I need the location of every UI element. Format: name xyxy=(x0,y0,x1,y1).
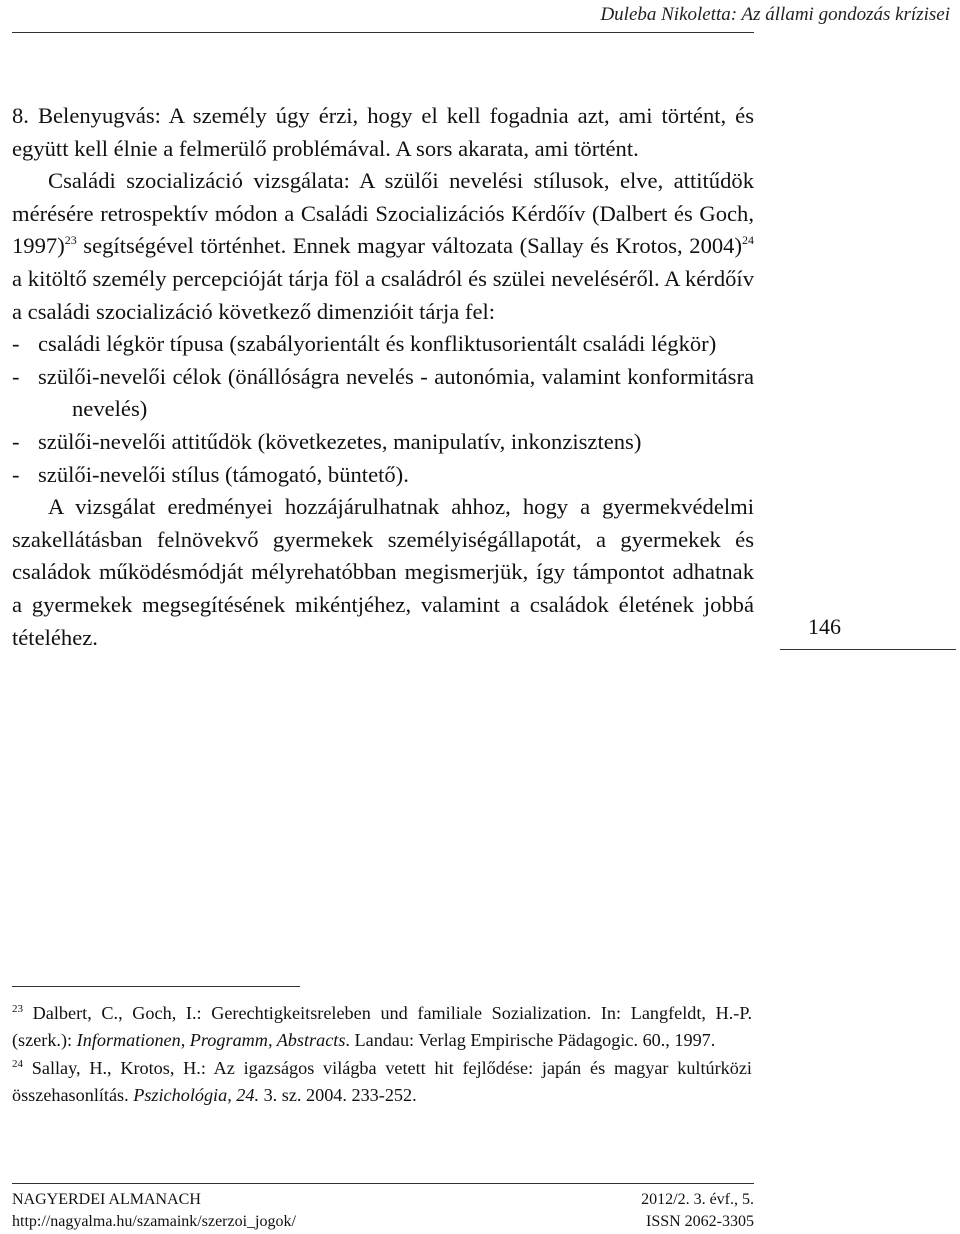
footnote-separator xyxy=(12,986,300,987)
footnote-italic-title: Pszichológia, 24. xyxy=(133,1085,260,1106)
list-item xyxy=(12,426,754,459)
footnote-text: 3. sz. 2004. 233-252. xyxy=(259,1085,417,1106)
footnote-24 xyxy=(12,1055,752,1110)
paragraph-text: a kitöltő személy percepcióját tárja föl a családról és szülei neveléséről. A kérdőív a családi szocializáció következő dimenzióit tárja fel: xyxy=(12,265,754,324)
list-item-text: szülői-nevelői célok (önállóságra nevelés - autonómia, valamint konformitásra nevelés) xyxy=(38,363,754,422)
header-rule xyxy=(12,32,754,33)
footer-line-2 xyxy=(12,1212,754,1232)
footer-journal: NAGYERDEI ALMANACH xyxy=(12,1191,201,1208)
footer-issue: 2012/2. 3. évf., 5. xyxy=(641,1191,754,1208)
footnote-text: Sallay, H., Krotos, H.: Az igazságos világba vetett hit fejlődése: japán és magyar kultúrközi összehasonlítás. xyxy=(12,1057,752,1106)
footnote-number: 23 xyxy=(12,1003,23,1015)
running-title: Duleba Nikoletta: Az állami gondozás krízisei xyxy=(600,4,950,25)
paragraph-belenyugvas: 8. Belenyugvás: A személy úgy érzi, hogy el kell fogadnia azt, ami történt, és együtt kell élnie a felmerülő problémával. A sors akarata, ami történt. xyxy=(12,103,754,161)
footnote-number: 24 xyxy=(12,1057,23,1070)
list-item-text: szülői-nevelői attitűdök (következetes, manipulatív, inkonzisztens) xyxy=(38,428,642,454)
footer-url[interactable]: http://nagyalma.hu/szamaink/szerzoi_jogok/ xyxy=(12,1213,296,1230)
paragraph-csaladi-szocializacio xyxy=(12,165,754,328)
footer-issn: ISSN 2062-3305 xyxy=(645,1213,754,1230)
paragraph-text: segítségével történhet. Ennek magyar változata (Sallay és Krotos, 2004) xyxy=(76,233,742,259)
footnote-ref-23[interactable]: 23 xyxy=(64,233,77,248)
footnote-text: Dalbert, C., Goch, I.: Gerechtigkeitsreleben und familiale Sozialization. In: Langfeldt, H.-P. (szerk.): xyxy=(12,1003,752,1051)
list-dash: - xyxy=(12,363,20,389)
list-item xyxy=(12,459,754,492)
footer-line-1 xyxy=(12,1190,754,1210)
list-dash: - xyxy=(12,331,20,357)
list-dash: - xyxy=(12,461,20,487)
paragraph-eredmenyek: A vizsgálat eredményei hozzájárulhatnak ahhoz, hogy a gyermekvédelmi szakellátásban felnövekvő gyermekek személyiségállapotát, a gyermekek és családok működésmódját mélyrehatóbban megismerjük, így támpontot adhatnak a gyermekek megsegítésének mikéntjéhez, valamint a családok életének jobbá tételéhez. xyxy=(12,494,754,650)
footnote-23 xyxy=(12,1000,752,1055)
list-item-text: családi légkör típusa (szabályorientált és konfliktusorientált családi légkör) xyxy=(38,331,717,357)
page-number: 146 xyxy=(808,614,841,639)
list-dash: - xyxy=(12,428,20,454)
paragraph-text: Családi szocializáció vizsgálata: A szülői nevelési stílusok, elve, attitűdök mérésére retrospektív módon a Családi Szocializációs Kérdőív (Dalbert és Goch, 1997) xyxy=(12,168,754,259)
list-item xyxy=(12,328,754,361)
main-text xyxy=(12,100,754,654)
page-number-rule xyxy=(780,649,956,650)
footnote-ref-24[interactable]: 24 xyxy=(742,233,754,248)
list-item-text: szülői-nevelői stílus (támogató, büntető). xyxy=(38,461,409,487)
footnote-text: . Landau: Verlag Empirische Pädagogic. 60., 1997. xyxy=(345,1030,716,1051)
list-item xyxy=(12,361,754,426)
footnotes xyxy=(12,1000,752,1110)
footnote-italic-title: Informationen, Programm, Abstracts xyxy=(76,1030,346,1051)
footer-rule xyxy=(12,1183,754,1184)
